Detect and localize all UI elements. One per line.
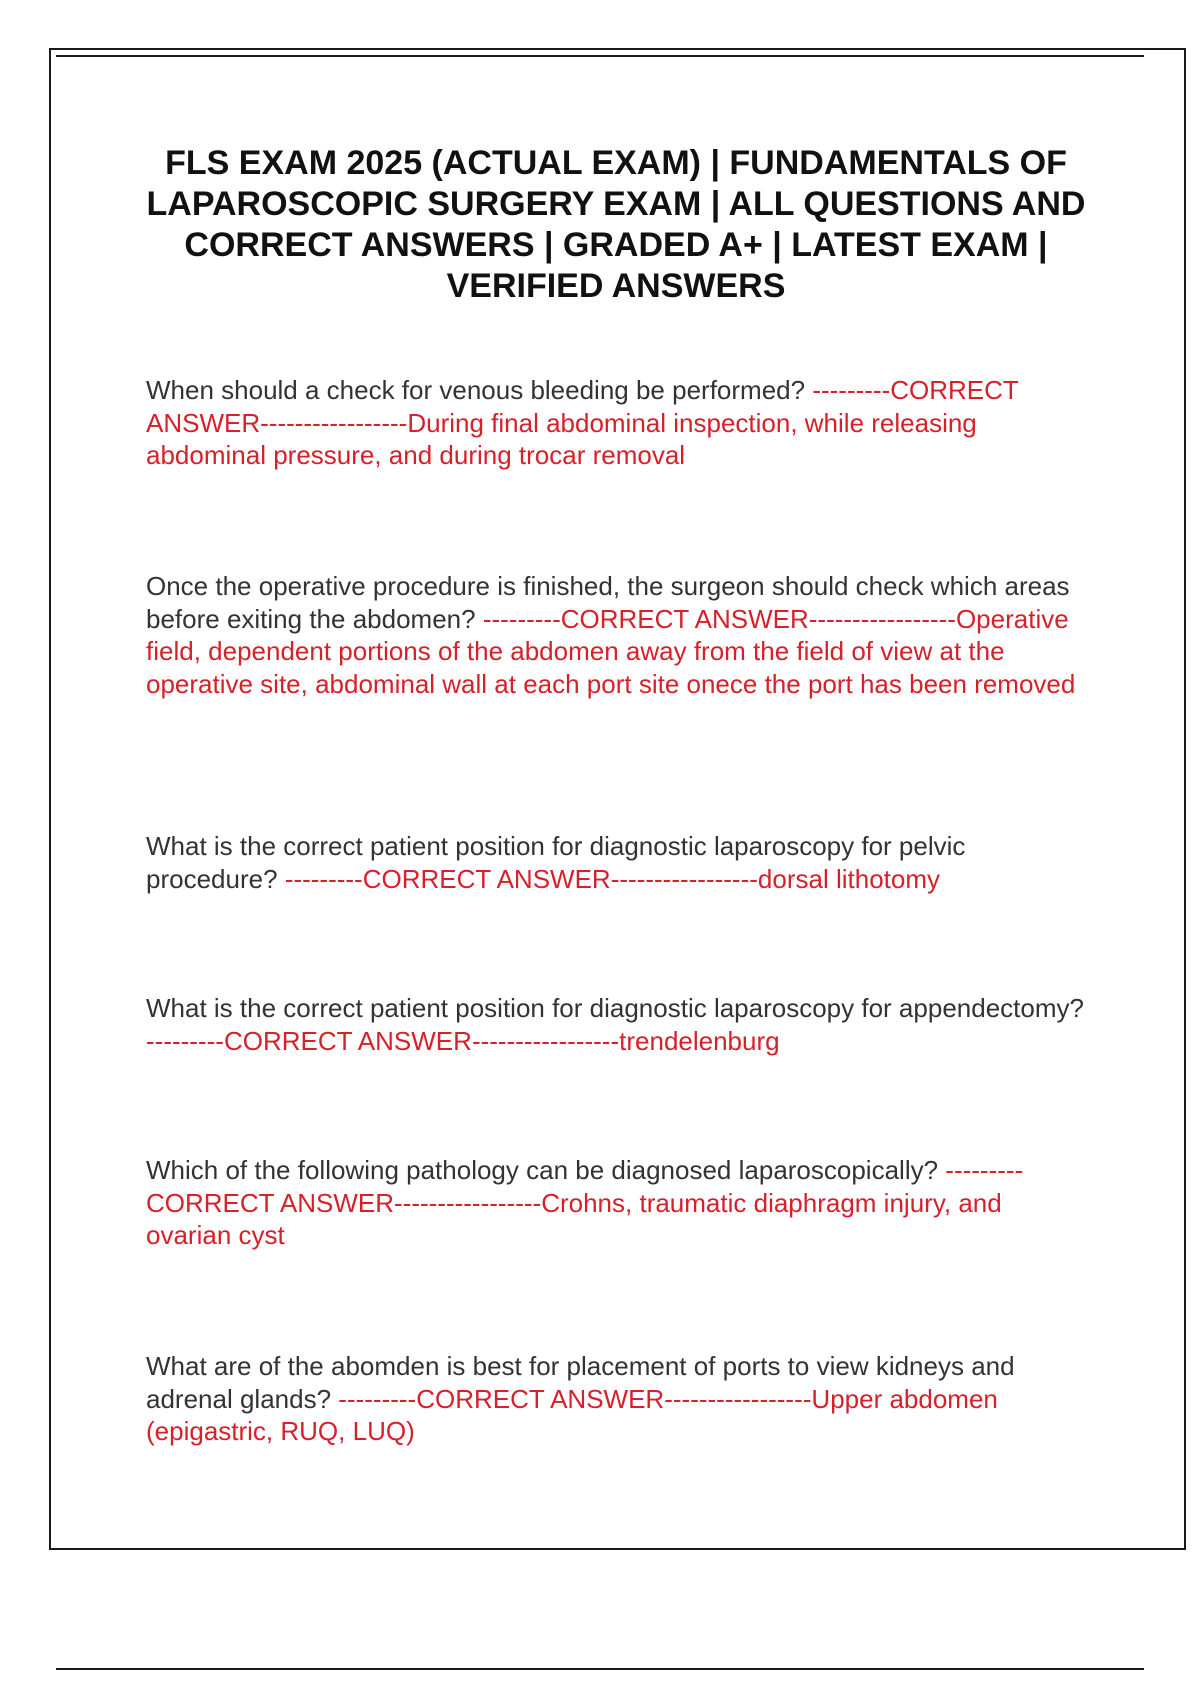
qa-item-5	[146, 1154, 1091, 1252]
qa-item-2	[146, 570, 1091, 700]
lead-dashes: ---------	[945, 1155, 1024, 1185]
correct-answer-label: CORRECT ANSWER	[362, 863, 611, 894]
lead-dashes: ---------	[284, 863, 363, 894]
question-text: Which of the following pathology can be diagnosed laparoscopically?	[146, 1155, 939, 1185]
qa-item-4	[146, 992, 1091, 1057]
trail-dashes: -----------------	[610, 863, 758, 894]
trail-dashes: -----------------	[808, 603, 956, 634]
question-text: What is the correct patient position for diagnostic laparoscopy for pelvic procedure?	[146, 831, 966, 894]
bottom-rule	[56, 1668, 1144, 1670]
lead-dashes: ---------	[146, 1025, 224, 1056]
lead-dashes: ---------	[812, 375, 891, 405]
answer-text: Crohns, traumatic diaphragm injury, and ovarian cyst	[146, 1187, 1002, 1250]
answer-text: Operative field, dependent portions of the abdomen away from the field of view at the operative site, abdominal wall at each port site onece the port has been removed	[146, 603, 1076, 699]
question-text: What are of the abomden is best for placement of ports to view kidneys and adrenal glands?	[146, 1351, 1015, 1414]
correct-answer-label: CORRECT ANSWER	[560, 603, 809, 634]
question-text: When should a check for venous bleeding be performed?	[146, 375, 806, 405]
trail-dashes: -----------------	[260, 407, 408, 438]
correct-answer-label: CORRECT ANSWER	[146, 1187, 394, 1218]
lead-dashes: ---------	[482, 603, 561, 634]
question-text: What is the correct patient position for diagnostic laparoscopy for appendectomy?	[146, 993, 1084, 1023]
qa-item-1	[146, 374, 1091, 472]
trail-dashes: -----------------	[394, 1187, 542, 1218]
lead-dashes: ---------	[338, 1383, 417, 1414]
document-title: FLS EXAM 2025 (ACTUAL EXAM) | FUNDAMENTALS OF LAPAROSCOPIC SURGERY EXAM | ALL QUESTIONS AND CORRECT ANSWERS | GRADED A+ | LATEST EXAM | VERIFIED ANSWERS	[146, 144, 1086, 305]
correct-answer-label: CORRECT ANSWER	[416, 1383, 665, 1414]
qa-item-6	[146, 1350, 1091, 1448]
answer-text: Upper abdomen (epigastric, RUQ, LUQ)	[146, 1383, 998, 1446]
trail-dashes: -----------------	[471, 1025, 620, 1056]
answer-text: During final abdominal inspection, while releasing abdominal pressure, and during trocar removal	[146, 407, 977, 470]
answer-text: dorsal lithotomy	[757, 863, 940, 894]
qa-item-3	[146, 830, 1091, 895]
question-text: Once the operative procedure is finished, the surgeon should check which areas before exiting the abdomen?	[146, 571, 1070, 634]
trail-dashes: -----------------	[664, 1383, 812, 1414]
answer-text: trendelenburg	[619, 1025, 780, 1056]
correct-answer-label: CORRECT ANSWER	[146, 375, 1019, 438]
correct-answer-label: CORRECT ANSWER	[223, 1025, 472, 1056]
top-rule	[56, 55, 1144, 57]
